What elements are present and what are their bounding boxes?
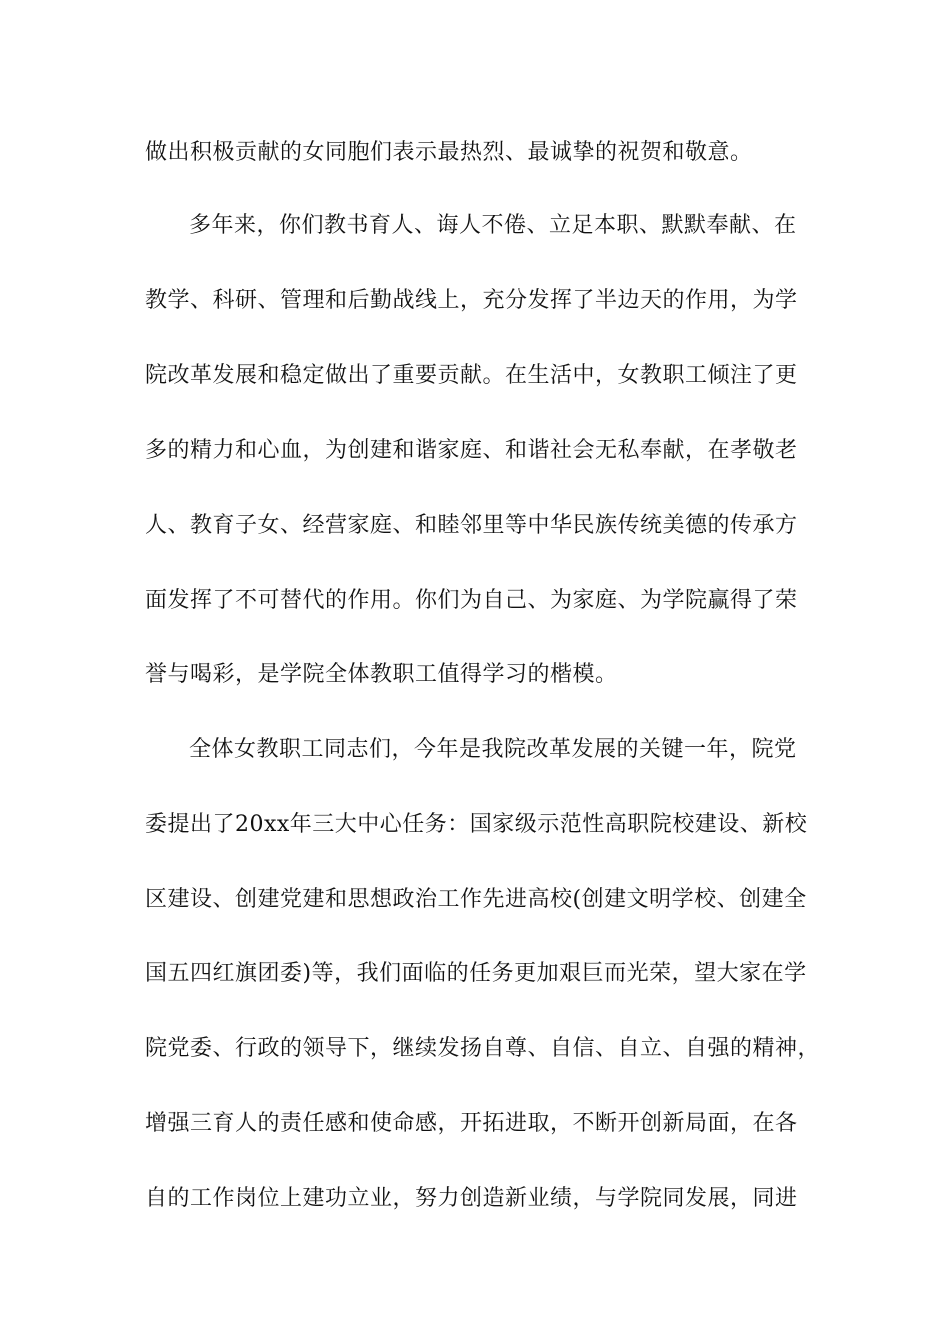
paragraph-line: 誉与喝彩，是学院全体教职工值得学习的楷模。: [145, 662, 618, 687]
paragraph-line: 教学、科研、管理和后勤战线上，充分发挥了半边天的作用，为学: [145, 288, 798, 313]
paragraph-line: 做出积极贡献的女同胞们表示最热烈、最诚挚的祝贺和敬意。: [145, 140, 753, 165]
paragraph-line: 院改革发展和稳定做出了重要贡献。在生活中，女教职工倾注了更: [145, 363, 798, 388]
paragraph-line: 委提出了20xx年三大中心任务：国家级示范性高职院校建设、新校: [145, 812, 808, 837]
paragraph-line: 自的工作岗位上建功立业，努力创造新业绩，与学院同发展，同进: [145, 1186, 798, 1211]
paragraph-line: 国五四红旗团委)等，我们面临的任务更加艰巨而光荣，望大家在学: [145, 961, 807, 986]
paragraph-line: 多年来，你们教书育人、诲人不倦、立足本职、默默奉献、在: [189, 213, 797, 238]
paragraph-line: 人、教育子女、经营家庭、和睦邻里等中华民族传统美德的传承方: [145, 513, 798, 538]
paragraph-line: 区建设、创建党建和思想政治工作先进高校(创建文明学校、创建全: [145, 887, 807, 912]
paragraph-line: 多的精力和心血，为创建和谐家庭、和谐社会无私奉献，在孝敬老: [145, 438, 798, 463]
paragraph-line: 面发挥了不可替代的作用。你们为自己、为家庭、为学院赢得了荣: [145, 588, 798, 613]
paragraph-line: 院党委、行政的领导下，继续发扬自尊、自信、自立、自强的精神，: [145, 1036, 821, 1061]
paragraph-line: 增强三育人的责任感和使命感，开拓进取，不断开创新局面，在各: [145, 1111, 798, 1136]
paragraph-line: 全体女教职工同志们，今年是我院改革发展的关键一年，院党: [189, 737, 797, 762]
